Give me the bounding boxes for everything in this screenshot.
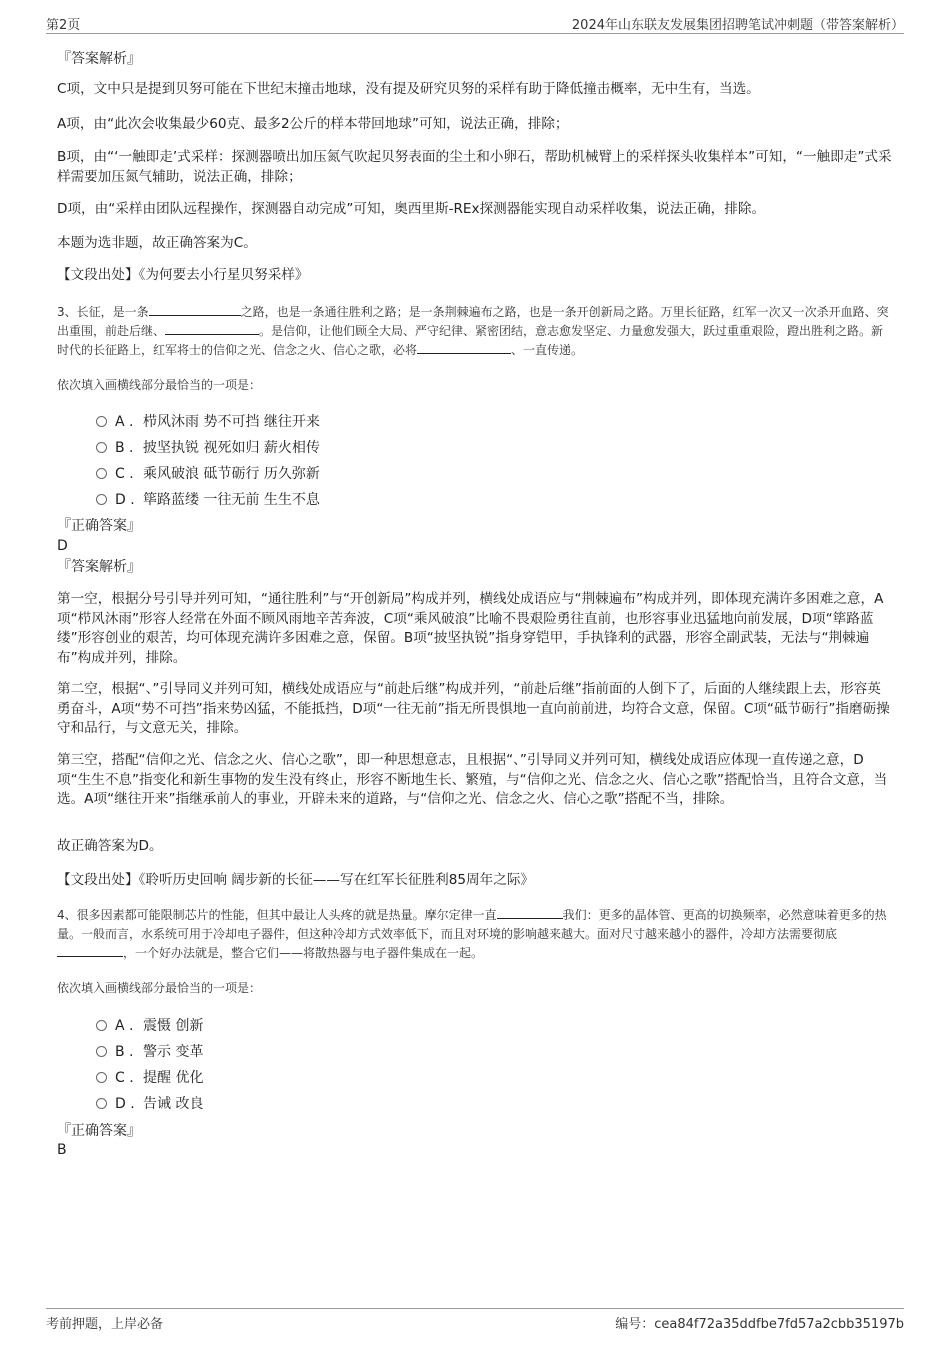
blank-3 xyxy=(417,341,511,354)
blank-1 xyxy=(149,303,241,316)
document-code: 编号：cea84f72a35ddfbe7fd57a2cbb35197b xyxy=(615,1317,904,1332)
radio-icon[interactable] xyxy=(96,442,107,453)
q4-option-d[interactable]: D . 告诫 改良 xyxy=(96,1094,203,1114)
q3-option-a[interactable]: A . 栉风沐雨 势不可挡 继往开来 xyxy=(96,412,320,432)
page-footer xyxy=(46,1313,904,1333)
q3-analysis-3: 第三空，搭配“信仰之光、信念之火、信心之歌”，即一种思想意志，且根据“、”引导同义并列可知，横线处成语应体现一直传递之意，D项“生生不息”指变化和新生事物的发生没有终止，形容不断地生长、繁殖，与“信仰之光、信念之火、信心之歌”搭配恰当，且符合文意，当选。A项“继往开来”指继承前人的事业，开辟未来的道路，与“信仰之光、信念之火、信心之歌”搭配不当，排除。 xyxy=(57,752,888,807)
q3-option-b[interactable]: B . 披坚执锐 视死如归 薪火相传 xyxy=(96,438,320,458)
q2-analysis-b: B项，由“‘一触即走’式采样：探测器喷出加压氮气吹起贝努表面的尘土和小卵石，帮助机械臂上的采样探头收集样本”可知，“一触即走”式采样需要加压氮气辅助，说法正确，排除； xyxy=(57,149,892,185)
q2-analysis-c: C项，文中只是提到贝努可能在下世纪末撞击地球，没有提及研究贝努的采样有助于降低撞击概率，无中生有，当选。 xyxy=(57,81,760,97)
q3-analysis-1: 第一空，根据分号引导并列可知，“通往胜利”与“开创新局”构成并列，横线处成语应与“荆棘遍布”构成并列，即体现充满许多困难之意，A项“栉风沐雨”形容人经常在外面不顾风雨地辛苦奔波，C项“乘风破浪”比喻不畏艰险勇往直前，也形容事业迅猛地向前发展，D项“筚路蓝缕”形容创业的艰苦，均可体现充满许多困难之意，保留。B项“披坚执锐”指身穿铠甲，手执锋利的武器，形容全副武装，无法与“荆棘遍布”构成并列，排除。 xyxy=(57,591,884,666)
q4-option-a[interactable]: A . 震慑 创新 xyxy=(96,1016,203,1036)
q3-analysis-2: 第二空，根据“、”引导同义并列可知，横线处成语应与“前赴后继”构成并列，“前赴后继”指前面的人倒下了，后面的人继续跟上去，形容英勇奋斗，A项“势不可挡”指来势凶猛，不能抵挡，D项“一往无前”指无所畏惧地一直向前前进，均符合文意，保留。C项“砥节砺行”指磨砺操守和品行，与文意无关，排除。 xyxy=(57,681,890,736)
q4-option-c[interactable]: C . 提醒 优化 xyxy=(96,1068,203,1088)
blank-1 xyxy=(497,906,563,919)
q3-option-d[interactable]: D . 筚路蓝缕 一往无前 生生不息 xyxy=(96,490,320,510)
blank-2 xyxy=(165,322,259,335)
q3-source: 【文段出处】《聆听历史回响 阔步新的长征——写在红军长征胜利85周年之际》 xyxy=(57,872,535,888)
q3-option-c[interactable]: C . 乘风破浪 砥节砺行 历久弥新 xyxy=(96,464,320,484)
q2-conclusion: 本题为选非题，故正确答案为C。 xyxy=(57,235,257,251)
q3-correct-label: 『正确答案』 xyxy=(57,518,141,534)
radio-icon[interactable] xyxy=(96,468,107,479)
q2-analysis-d: D项，由“采样由团队远程操作，探测器自动完成”可知，奥西里斯-REx探测器能实现自动采样收集，说法正确，排除。 xyxy=(57,201,766,217)
page-header xyxy=(46,14,904,34)
q2-analysis-label: 『答案解析』 xyxy=(57,51,141,67)
q4-prompt: 依次填入画横线部分最恰当的一项是： xyxy=(57,981,262,995)
radio-icon[interactable] xyxy=(96,1072,107,1083)
q2-analysis-a: A项，由“此次会收集最少60克、最多2公斤的样本带回地球”可知，说法正确，排除； xyxy=(57,116,569,132)
footer-divider xyxy=(46,1308,904,1309)
radio-icon[interactable] xyxy=(96,494,107,505)
q4-option-b[interactable]: B . 警示 变革 xyxy=(96,1042,203,1062)
radio-icon[interactable] xyxy=(96,416,107,427)
document-title: 2024年山东联友发展集团招聘笔试冲刺题（带答案解析） xyxy=(571,18,904,33)
q3-correct-answer: D xyxy=(57,538,68,554)
q4-correct-answer: B xyxy=(57,1142,67,1158)
q4-correct-label: 『正确答案』 xyxy=(57,1123,141,1139)
q3-analysis-label: 『答案解析』 xyxy=(57,559,141,575)
header-divider xyxy=(46,33,904,34)
footer-slogan: 考前押题，上岸必备 xyxy=(46,1317,164,1332)
q4-stem: 4、很多因素都可能限制芯片的性能，但其中最让人头疼的就是热量。摩尔定律一直 我们：更多的晶体管、更高的切换频率，必然意味着更多的热量。一般而言，水系统可用于冷却电子器件，但这种冷却方式效率低下，而且对环境的影响越来越大。面对尺寸越来越小的器件，冷却方法需要彻底，一个好办法就是，整合它们——将散热器与电子器件集成在一起。 xyxy=(57,908,887,960)
q3-stem: 3、长征，是一条 之路，也是一条通往胜利之路；是一条荆棘遍布之路，也是一条开创新局之路。万里长征路，红军一次又一次杀开血路、突出重围，前赴后继、 。是信仰，让他们顾全大局、严守纪律、紧密团结，意志愈发坚定、力量愈发强大，跃过重重艰险，蹬出胜利之路。新时代的长征路上，红军将士的信仰之光、信念之火、信心之歌，必将 、一直传递。 xyxy=(57,305,889,357)
q3-prompt: 依次填入画横线部分最恰当的一项是： xyxy=(57,378,262,392)
blank-2 xyxy=(57,944,123,957)
q3-conclusion: 故正确答案为D。 xyxy=(57,838,163,854)
page-number: 第2页 xyxy=(46,18,81,33)
q2-source: 【文段出处】《为何要去小行星贝努采样》 xyxy=(57,267,309,283)
radio-icon[interactable] xyxy=(96,1098,107,1109)
radio-icon[interactable] xyxy=(96,1020,107,1031)
radio-icon[interactable] xyxy=(96,1046,107,1057)
